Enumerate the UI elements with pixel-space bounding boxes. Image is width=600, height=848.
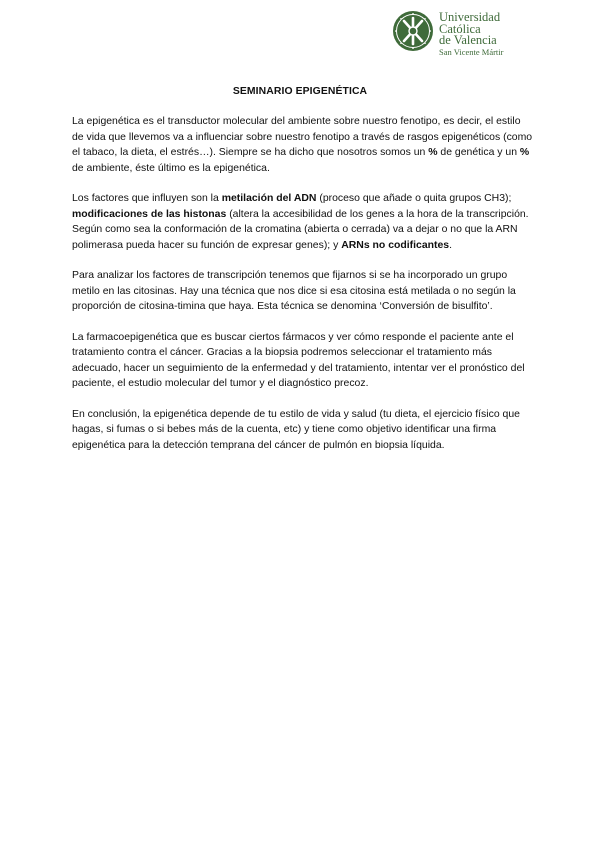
paragraph-farmacoepigenetica: La farmacoepigenética que es buscar ciertos fármacos y ver cómo responde el paciente ante el tratamiento contra el cáncer. Gracias a la biopsia podremos seleccionar el tratamiento más adecuado, hacer un seguimiento de la enfermedad y del tratamiento, intentar ver el pronóstico del paciente, el estudio molecular del tumor y el diagnóstico precoz.	[72, 331, 525, 389]
logo-line-1: Universidad	[439, 10, 501, 24]
university-emblem-icon	[392, 10, 434, 52]
logo-line-3: de Valencia	[439, 33, 497, 47]
bold-term-metilacion: metilación del ADN	[221, 193, 317, 204]
bold-percent: %	[519, 147, 530, 158]
text-run: de ambiente, éste último es la epigenética.	[72, 162, 270, 174]
document-title: SEMINARIO EPIGENÉTICA	[232, 86, 368, 97]
text-run: de genética y un	[437, 147, 520, 158]
text-run: (proceso que añade o quita grupos CH3);	[316, 193, 512, 204]
paragraph-factors	[72, 191, 534, 253]
bold-term-arns: ARNs no codificantes	[341, 239, 450, 251]
university-logo	[392, 10, 517, 62]
bold-percent: %	[428, 147, 438, 158]
text-run: .	[449, 239, 452, 251]
university-name	[439, 12, 503, 57]
paragraph-conclusion: En conclusión, la epigenética depende de tu estilo de vida y salud (tu dieta, el ejercicio físico que hagas, si fumas o si bebes más de la cuenta, etc) y tiene como objetivo identificar una firma epigenética para la detección temprana del cáncer de pulmón en biopsia líquida.	[72, 408, 520, 451]
document-body	[72, 114, 534, 468]
text-run: La epigenética es el transductor molecular del ambiente sobre nuestro fenotipo, es decir, el estilo de vida que llevemos va a influenciar sobre nuestro fenotipo a través de rasgos epigenéticos (como el tabaco, la dieta, el estrés…). Siempre se ha dicho que nosotros somos un	[72, 116, 533, 158]
text-run: Los factores que influyen son la	[72, 193, 222, 204]
logo-line-4: San Vicente Mártir	[439, 46, 504, 57]
paragraph-bisulfito: Para analizar los factores de transcripción tenemos que fijarnos si se ha incorporado un grupo metilo en las citosinas. Hay una técnica que nos dice si esa citosina está metilada o no según la proporción de citosina-timina que haya. Esta técnica se denomina ‘Conversión de bisulfito’.	[72, 270, 516, 312]
bold-term-histonas: modificaciones de las histonas	[72, 208, 227, 220]
logo-line-2: Católica	[439, 21, 481, 36]
paragraph-intro	[72, 114, 534, 176]
text-run: (altera la accesibilidad de los genes a la hora de la transcripción. Según como sea la conformación de la cromatina (abierta o cerrada) va a dejar o no que la ARN polimerasa pueda hacer su función de expresar genes); y	[72, 208, 529, 251]
